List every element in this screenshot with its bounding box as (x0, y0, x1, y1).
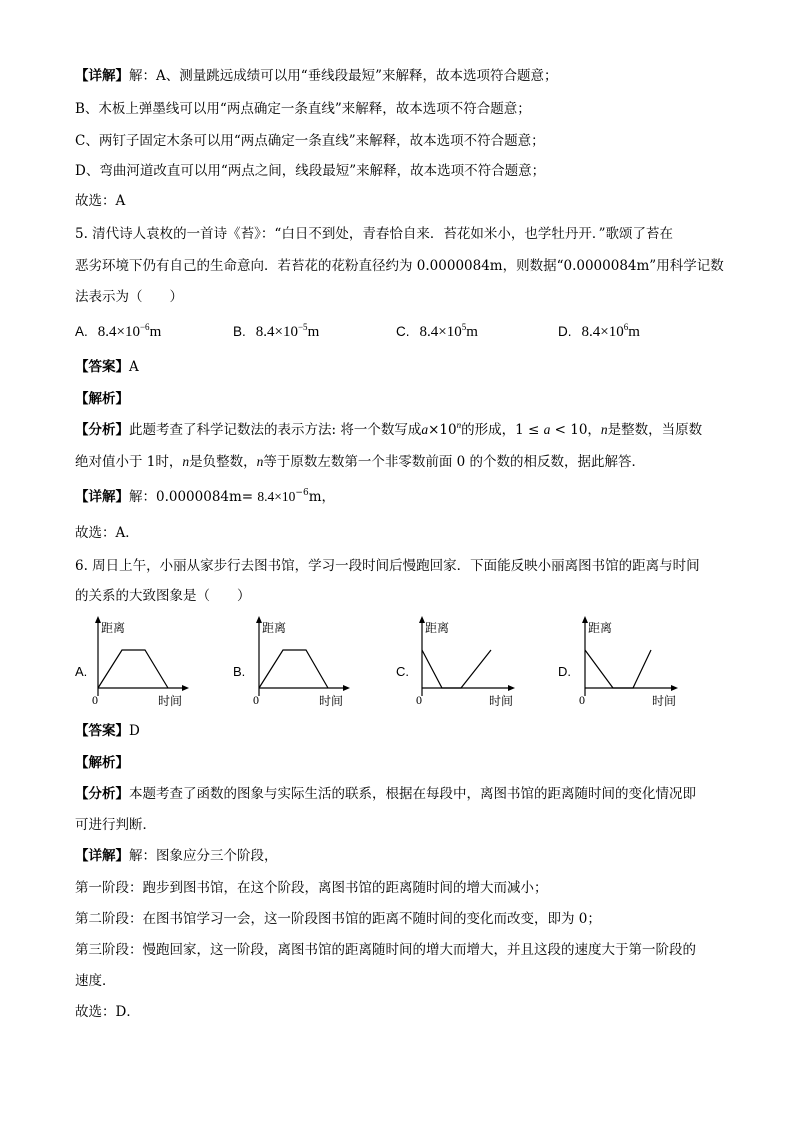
origin-label: 0 (579, 693, 585, 707)
q6-fenxi-line-1: 【分析】本题考查了函数的图象与实际生活的联系，根据在每段中，离图书馆的距离随时间的变化情况即 (75, 786, 696, 802)
x-axis-arrow (508, 685, 515, 691)
graph-d-line (585, 650, 651, 688)
x-axis-label: 时间 (319, 694, 344, 708)
q5-analysis-heading: 【解析】 (75, 391, 129, 407)
q6-option-d-graph[interactable]: D. 距离 0 时间 (558, 612, 708, 717)
q5-stem-line-3: 法表示为（ ） (75, 289, 183, 305)
graph-c-svg (411, 612, 531, 717)
q6-option-c-graph[interactable]: C. 距离 0 时间 (396, 612, 546, 717)
graph-c-line (422, 650, 491, 688)
q6-answer-line: 【答案】D (75, 723, 140, 739)
q4-detail-a: 解：A、测量跳远成绩可以用“垂线段最短”来解释，故本选项符合题意； (129, 68, 558, 84)
q5-option-a[interactable]: A. $8.4\times 10^{-6}m$ (75, 322, 162, 340)
q6-stage-3b: 速度． (75, 973, 116, 989)
q6-stem-line-1: 6. 周日上午，小丽从家步行去图书馆，学习一段时间后慢跑回家．下面能反映小丽离图书馆的距离与时间 (75, 558, 700, 574)
origin-label: 0 (253, 693, 259, 707)
q6-stage-1: 第一阶段：跑步到图书馆，在这个阶段，离图书馆的距离随时间的增大而减小； (75, 880, 548, 896)
answer-heading: 【答案】 (75, 359, 129, 375)
q6-fenxi-line-2: 可进行判断． (75, 817, 156, 833)
q5-option-c[interactable]: C. $8.4\times 10^5m$ (396, 322, 478, 340)
x-axis-arrow (343, 685, 350, 691)
q6-option-b-graph[interactable]: B. 距离 0 时间 (233, 612, 383, 717)
graph-a-svg (90, 612, 210, 717)
q5-option-b[interactable]: B. $8.4\times 10^{-5}m$ (233, 322, 320, 340)
q6-detail-line: 【详解】解：图象应分三个阶段， (75, 848, 278, 864)
x-axis-arrow (671, 685, 678, 691)
q5-stem-line-1: 5. 清代诗人袁枚的一首诗《苔》：“白日不到处，青春恰自来．苔花如米小，也学牡丹开．”歌颂了苔在 (75, 226, 673, 242)
y-axis-label: 距离 (101, 621, 126, 635)
q4-choice: 故选：A (75, 193, 126, 209)
q5-answer: A (129, 359, 139, 375)
q5-answer-line (75, 357, 139, 377)
q5-detail-line: 【详解】解：$0.0000084m= 8.4\times 10^{-6}m$， (75, 488, 336, 505)
origin-label: 0 (416, 693, 422, 707)
graph-a-line (98, 650, 168, 688)
graph-b-svg (248, 612, 368, 717)
q6-choice: 故选：D． (75, 1004, 140, 1020)
q5-option-d[interactable]: D. $8.4\times 10^6m$ (558, 322, 640, 340)
q6-analysis-heading: 【解析】 (75, 755, 129, 771)
q6-answer: D (129, 723, 140, 739)
q6-stage-2: 第二阶段：在图书馆学习一会，这一阶段图书馆的距离不随时间的变化而改变，即为 0； (75, 911, 601, 927)
y-axis-label: 距离 (262, 621, 287, 635)
x-axis-arrow (182, 685, 189, 691)
q6-stage-3a: 第三阶段：慢跑回家，这一阶段，离图书馆的距离随时间的增大而增大，并且这段的速度大于第一阶段的 (75, 942, 696, 958)
q5-fenxi-line-2: 绝对值小于 1时，n是负整数，n等于原数左数第一个非零数前面 0 的个数的相反数，据此解答． (75, 454, 646, 470)
q4-line-d: D、弯曲河道改直可以用“两点之间，线段最短”来解释，故本选项不符合题意； (75, 163, 546, 179)
x-axis-label: 时间 (652, 694, 677, 708)
x-axis-label: 时间 (489, 694, 514, 708)
y-axis-label: 距离 (588, 621, 613, 635)
q5-choice: 故选：A． (75, 525, 139, 541)
y-axis-label: 距离 (425, 621, 450, 635)
detail-heading: 【详解】 (75, 68, 129, 84)
graph-b-line (259, 650, 328, 688)
q4-line-c: C、两钉子固定木条可以用“两点确定一条直线”来解释，故本选项不符合题意； (75, 133, 545, 149)
q4-line-b: B、木板上弹墨线可以用“两点确定一条直线”来解释，故本选项不符合题意； (75, 101, 531, 117)
graph-d-svg (573, 612, 693, 717)
q5-fenxi-line-1: 【分析】此题考查了科学记数法的表示方法: 将一个数写成$a\times 10^n$的形成，1 ≤ a < 10，n是整数，当原数 (75, 420, 703, 438)
q4-detail-line (75, 66, 558, 86)
q6-option-a-graph[interactable]: A. 距离 0 时间 (75, 612, 225, 717)
origin-label: 0 (92, 693, 98, 707)
q5-stem-line-2: 恶劣环境下仍有自己的生命意向．若苔花的花粉直径约为 0.0000084m，则数据“0.0000084m”用科学记数 (75, 258, 724, 274)
q6-stem-line-2: 的关系的大致图象是（ ） (75, 588, 251, 604)
x-axis-label: 时间 (158, 694, 183, 708)
